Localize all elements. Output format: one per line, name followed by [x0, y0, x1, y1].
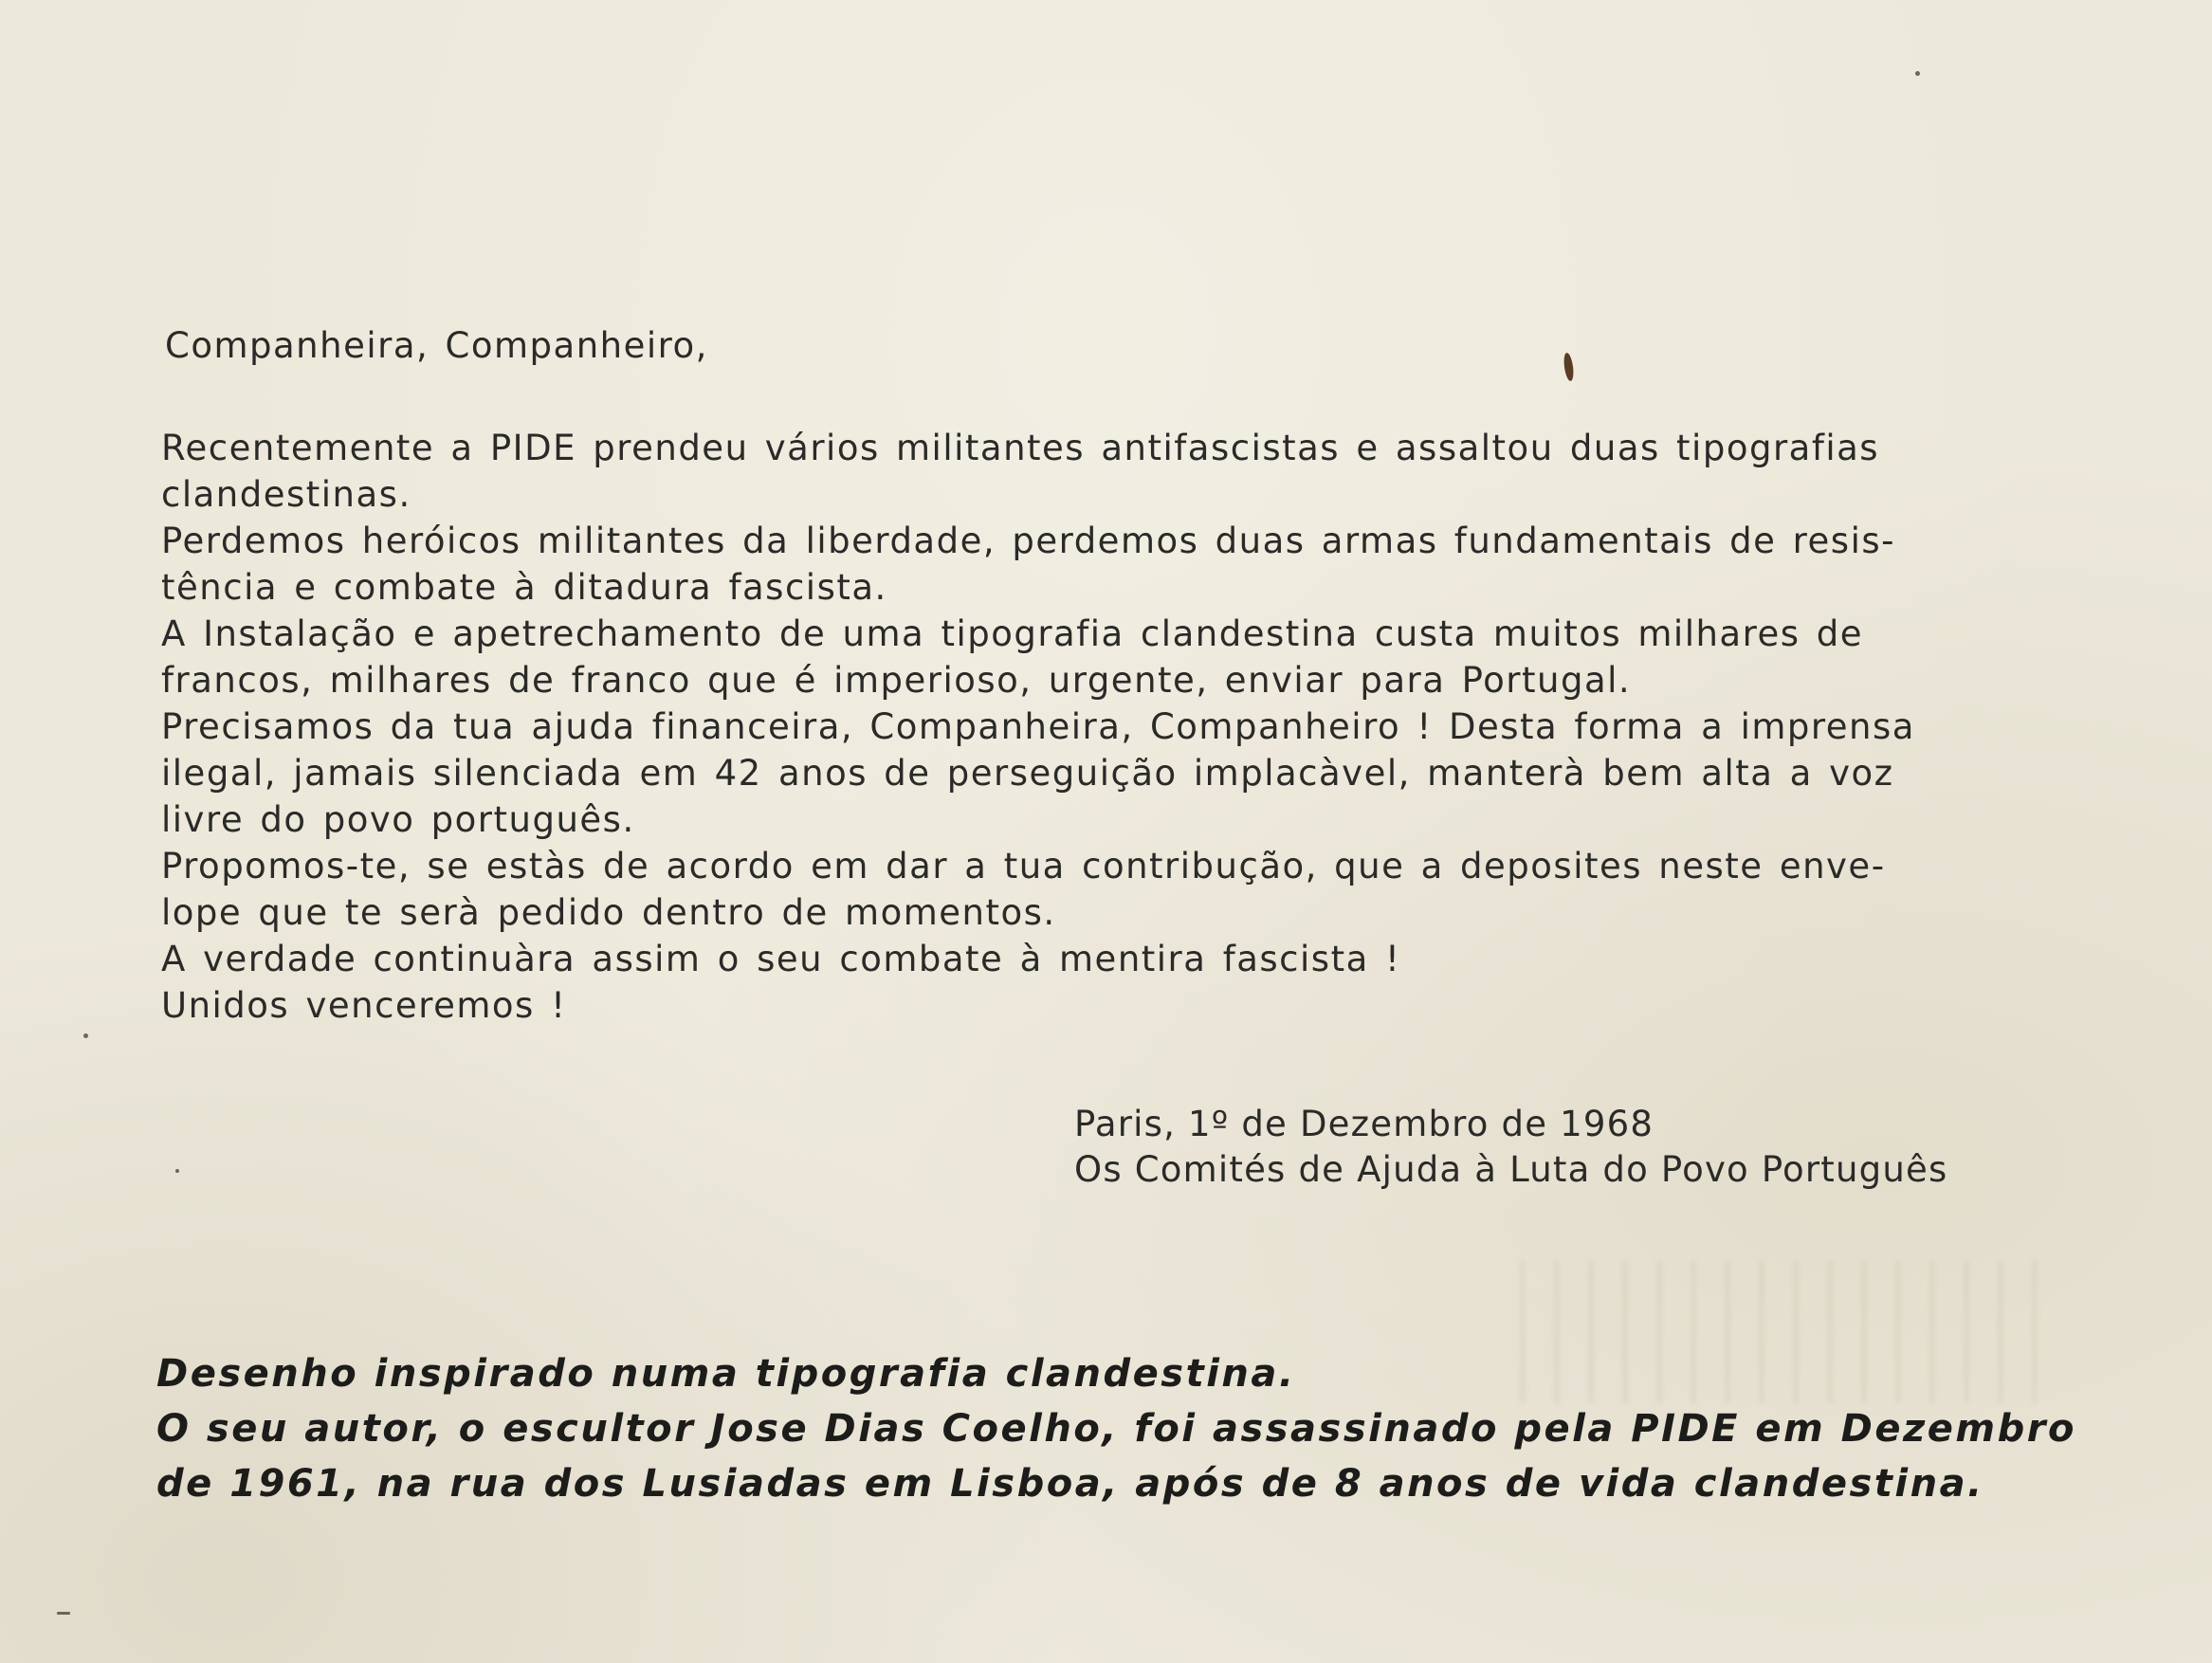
signature-block [1074, 1102, 1947, 1193]
drawing-caption [156, 1346, 2100, 1511]
letter-body [161, 322, 2067, 1029]
caption-line: de 1961, na rua dos Lusiadas em Lisboa, após de 8 anos de vida clandestina. [156, 1462, 1984, 1506]
place-date: Paris, 1º de Dezembro de 1968 [1074, 1104, 1654, 1144]
letter-line: ilegal, jamais silenciada em 42 anos de perseguição implacàvel, manterà bem alta a voz [161, 753, 1894, 794]
letter-line: livre do povo português. [161, 799, 635, 840]
paper-dot [83, 1033, 88, 1038]
letter-line: A verdade continuàra assim o seu combate à mentira fascista ! [161, 939, 1401, 979]
salutation: Companheira, Companheiro, [165, 325, 708, 366]
letter-line: Precisamos da tua ajuda financeira, Companheira, Companheiro ! Desta forma a imprensa [161, 706, 1915, 747]
caption-line: Desenho inspirado numa tipografia clandestina. [156, 1352, 1296, 1396]
paper-dot [175, 1169, 179, 1173]
letter-line: Recentemente a PIDE prendeu vários militantes antifascistas e assaltou duas tipografias [161, 428, 1880, 468]
letter-line: clandestinas. [161, 474, 411, 515]
letter-line: Propomos-te, se estàs de acordo em dar a tua contribução, que a deposites neste enve- [161, 846, 1886, 886]
letter-line: A Instalação e apetrechamento de uma tipografia clandestina custa muitos milhares de [161, 613, 1864, 654]
paper-dot [1915, 71, 1920, 76]
letter-line: tência e combate à ditadura fascista. [161, 567, 887, 608]
paper-dot [57, 1612, 70, 1615]
letter-line: Unidos venceremos ! [161, 985, 567, 1026]
letter-line: lope que te serà pedido dentro de momentos. [161, 892, 1056, 933]
letter-line: Perdemos heróicos militantes da liberdade, perdemos duas armas fundamentais de resis- [161, 521, 1895, 561]
letter-line: francos, milhares de franco que é imperioso, urgente, enviar para Portugal. [161, 660, 1632, 701]
caption-line: O seu autor, o escultor Jose Dias Coelho, foi assassinado pela PIDE em Dezembro [156, 1407, 2076, 1451]
committee-name: Os Comités de Ajuda à Luta do Povo Português [1074, 1149, 1948, 1190]
